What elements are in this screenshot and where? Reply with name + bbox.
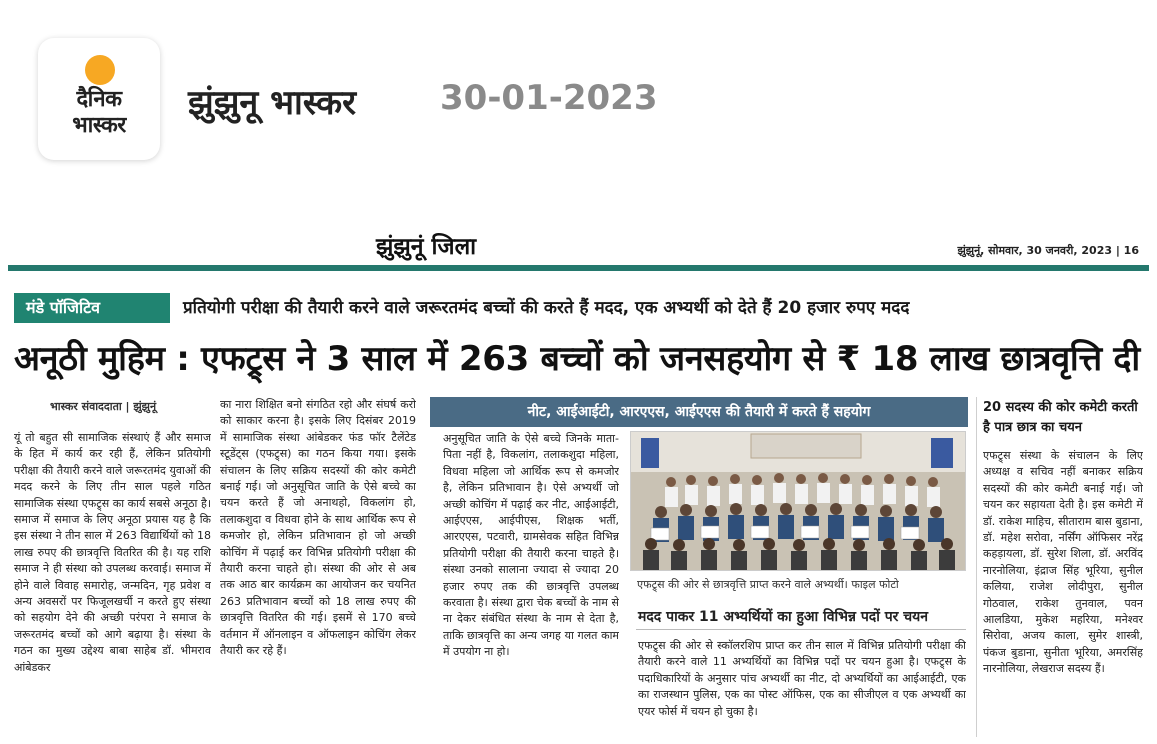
section-band-heading: नीट, आईआईटी, आरएएस, आईएएस की तैयारी में करते हैं सहयोग [430, 397, 968, 427]
column-5-text: एफट्र्स संस्था के संचालन के लिए अध्यक्ष व सचिव नहीं बनाकर सक्रिय सदस्यों की कोर कमेटी बनाई गई। जो चयन कर सहायता देती है। इस कमेटी में डॉ. राकेश माहिच, सीताराम बास बुडाना, डॉ. महेश सरोवा, नर्सिंग ऑफिसर नरेंद्र कहड़ायला, डॉ. सुरेश शिला, डॉ. अरविंद नारनोलिया, इंद्राज सिंह भूरिया, सुनील कलिया, राजेश लोदीपुरा, सुनील गोठवाल, राकेश तुनवाल, पवन आलडिया, मुकेश महरिया, मनेश्वर सिरोवा, अजय काला, सुमेर शास्त्री, पंकज बुडाना, सुनीता भूरिया, अमरसिंह नारनोलिया, लेखराज सदस्य हैं। [983, 449, 1143, 676]
article-column-2 [220, 397, 416, 737]
logo-text-line1: दैनिक [76, 87, 122, 112]
page-dateline: झुंझुनूं, सोमवार, 30 जनवरी, 2023 | 16 [957, 244, 1139, 257]
logo-text-line2: भास्कर [72, 113, 126, 138]
header-rule [8, 265, 1149, 271]
group-photo [630, 431, 966, 571]
group-photo-image [631, 432, 966, 571]
article-column-5 [983, 448, 1143, 738]
box-heading: मदद पाकर 11 अभ्यर्थियों का हुआ विभिन्न पदों पर चयन [638, 609, 929, 625]
column-divider [976, 397, 977, 737]
article-column-3 [443, 431, 619, 737]
app-header [0, 0, 1157, 205]
newspaper-logo[interactable] [38, 38, 160, 160]
edition-title: झुंझुनू भास्कर [188, 83, 357, 123]
sidebar-heading: 20 सदस्य की कोर कमेटी करती है पात्र छात्र का चयन [983, 400, 1138, 435]
article-byline: भास्कर संवाददाता | झुंझुनूं [50, 400, 157, 413]
article-column-1 [14, 430, 211, 735]
article-column-4 [638, 638, 966, 738]
page-section-title: झुंझुनूं जिला [376, 234, 477, 260]
photo-caption: एफट्र्स की ओर से छात्रवृत्ति प्राप्त करने वाले अभ्यर्थी। फाइल फोटो [637, 578, 899, 591]
column-4-text: एफट्र्स की ओर से स्कॉलरशिप प्राप्त कर तीन साल में विभिन्न प्रतियोगी परीक्षा की तैयारी करने वाले 11 अभ्यर्थियों का विभिन्न पदों पर चयन हुआ है। एफट्र्स के पदाधिकारियों के अनुसार पांच अभ्यर्थी का नीट, दो अभ्यर्थियों का आईआईटी, एक का राजस्थान पुलिस, एक का पोस्ट ऑफिस, एक का सीजीएल व एक अभ्यर्थी का एयर फोर्स में चयन हो चुका है। [638, 639, 966, 718]
column-2-text: का नारा शिक्षित बनो संगठित रहो और संघर्ष करो को साकार करना है। इसके लिए दिसंबर 2019 में सामाजिक संस्था आंबेडकर फंड फॉर टैलेंटेड स्टूडेंट्स (एफट्र्स) का गठन किया गया। इसके संचालन के लिए सक्रिय सदस्यों की कोर कमेटी बनाई गई। जो अनुसूचित जाति के ऐसे बच्चे का चयन करते हैं जो अनाथहो, विकलांग हो, तलाकशुदा व विधवा होने के साथ आर्थिक रूप से कमजोर हो, लेकिन प्रतिभावान हो जो अच्छी कोचिंग में पढ़ाई कर विभिन्न प्रतियोगी परीक्षा की तैयारी करना चाहते हो। संस्था की ओर से अब तक आठ बार कार्यक्रम का आयोजन कर चयनित 263 प्रतिभावान बच्चों को 18 लाख रुपए की छात्रवृत्ति वितरित की गई। इसमें से 170 बच्चे वर्तमान में ऑनलाइन व ऑफलाइन कोचिंग लेकर तैयारी कर रहे हैं। [220, 398, 416, 658]
column-1-text: यूं तो बहुत सी सामाजिक संस्थाएं हैं और समाज के हित में कार्य कर रही हैं, लेकिन प्रतियोगी परीक्षा की तैयारी करने वाले जरूरतमंद युवाओं की मदद करने के लिए तीन साल पहले गठित सामाजिक संस्था एफट्र्स का कार्य सबसे अनूठा है। समाज में समाज के लिए अनूठा प्रयास यह है कि इस संस्था ने तीन साल में 263 विद्यार्थियों को 18 लाख रुपए की छात्रवृत्ति वितरित की है। यह राशि समाज ने ही संस्था को उपलब्ध करवाई। समाज में होने वाले विवाह समारोह, जन्मदिन, गृह प्रवेश व अन्य अवसरों पर फिजूलखर्ची न करते हुए संस्था को सहयोग देने की अच्छी परंपरा ने समाज के जरूरतमंद बच्चों को आगे बढ़ाया है। संस्था के गठन का मुख्य उद्देश्य बाबा साहेब डॉ. भीमराव आंबेडकर [14, 431, 211, 674]
sun-icon [85, 55, 115, 85]
kicker-label: मंडे पॉजिटिव [14, 293, 170, 323]
column-3-text: अनुसूचित जाति के ऐसे बच्चे जिनके माता-पिता नहीं है, विकलांग, तलाकशुदा महिला, विधवा महिला जो आर्थिक रूप से कमजोर है, लेकिन प्रतिभावान है। ऐसे अभ्यर्थी जो अच्छी कोचिंग में पढ़ाई कर नीट, आईआईटी, आईएएस, आईपीएस, शिक्षक भर्ती, आरएएस, पटवारी, ग्रामसेवक सहित विभिन्न प्रतियोगी परीक्षा की तैयारी करना चाहते है। संस्था उनको सालाना ज्यादा से ज्यादा 20 हजार रुपए तक की छात्रवृत्ति उपलब्ध करवाता है। संस्था द्वारा चेक बच्चों के नाम से ना देकर संबंधित संस्था के नाम से देता है, ताकि छात्रवृत्ति का अन्य जगह या गलत काम में उपयोग ना हो। [443, 432, 619, 659]
edition-date: 30-01-2023 [440, 78, 658, 118]
article-subheadline: प्रतियोगी परीक्षा की तैयारी करने वाले जरूरतमंद बच्चों की करते हैं मदद, एक अभ्यर्थी को देते हैं 20 हजार रुपए मदद [183, 298, 910, 318]
box-divider [636, 629, 966, 630]
article-headline: अनूठी मुहिम : एफट्र्स ने 3 साल में 263 बच्चों को जनसहयोग से ₹ 18 लाख छात्रवृत्ति दी [14, 339, 1140, 379]
